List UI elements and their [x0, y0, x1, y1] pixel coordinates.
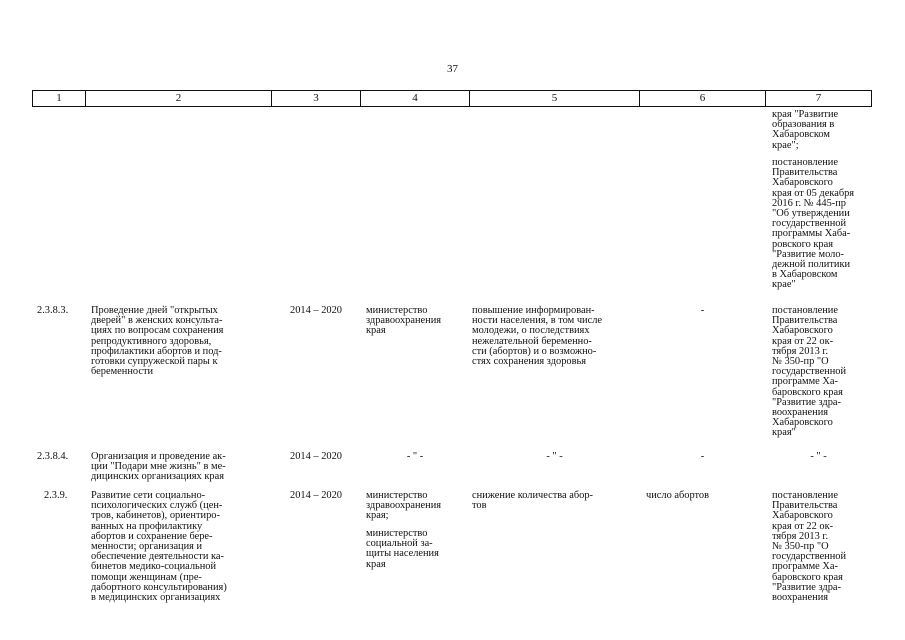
row-name: Развитие сети социально- психологических служб (цен- тров, кабинетов), ориентиро- ванных на профилактику абортов и сохранение бере- менности; организация и обеспечение деятельности ка- бинетов медико-социальной помощи женщинам (пре- дабортного консультирования) в медицинских организациях	[91, 490, 227, 604]
row-basis: постановление Правительства Хабаровского края от 22 ок- тября 2013 г. № 350-пр "О государственной программе Ха- баровского края "Развитие здра- воохранения	[772, 490, 847, 604]
row-indicator: число абортов	[646, 490, 710, 501]
page-number: 37	[447, 63, 458, 75]
column-header-2: 2	[86, 91, 272, 106]
row-period: 2014 – 2020	[290, 305, 342, 316]
carryover-basis-part2: постановление Правительства Хабаровского края от 05 декабря 2016 г. № 445-пр "Об утверждении государственной программы Хаба- ровского края "Развитие моло- дежной политики в Хабаровском крае"	[772, 157, 855, 291]
row-result: - " -	[546, 451, 563, 462]
row-name: Проведение дней "открытых дверей" в женских консульта- циях по вопросам сохранения репродуктивного здоровья, профилактики абортов и под- готовки супружеской пары к беременности	[91, 305, 224, 378]
row-number: 2.3.8.3.	[37, 305, 69, 316]
carryover-basis-part1: края "Развитие образования в Хабаровском крае";	[772, 109, 839, 151]
row-result: повышение информирован- ности населения, в том числе молодежи, о последствиях нежелательной беременно- сти (абортов) и о возможно- стях сохранения здоровья	[472, 305, 603, 368]
row-result: снижение количества абор- тов	[472, 490, 594, 512]
row-number: 2.3.8.4.	[37, 451, 69, 462]
column-header-1: 1	[33, 91, 86, 106]
row-period: 2014 – 2020	[290, 490, 342, 501]
table-header-row	[32, 90, 872, 107]
column-header-7: 7	[815, 92, 822, 104]
row-executor: министерство здравоохранения края	[366, 305, 442, 337]
column-header-5: 5	[470, 91, 640, 106]
row-name: Организация и проведение ак- ции "Подари мне жизнь" в ме- дицинских организациях края	[91, 451, 226, 483]
row-period: 2014 – 2020	[290, 451, 342, 462]
row-basis: постановление Правительства Хабаровского края от 22 ок- тября 2013 г. № 350-пр "О государственной программе Ха- баровского края "Развитие здра- воохранения Хабаровского края"	[772, 305, 847, 439]
row-number: 2.3.9.	[44, 490, 68, 501]
column-header-6: 6	[640, 91, 766, 106]
row-executor-secondary: министерство социальной за- щиты населения края	[366, 528, 439, 570]
column-header-4: 4	[361, 91, 470, 106]
row-executor: министерство здравоохранения края;	[366, 490, 442, 522]
row-basis: - " -	[810, 451, 827, 462]
row-executor: - " -	[406, 451, 424, 462]
row-indicator: -	[700, 451, 705, 462]
row-indicator: -	[700, 305, 705, 316]
column-header-3: 3	[272, 91, 361, 106]
